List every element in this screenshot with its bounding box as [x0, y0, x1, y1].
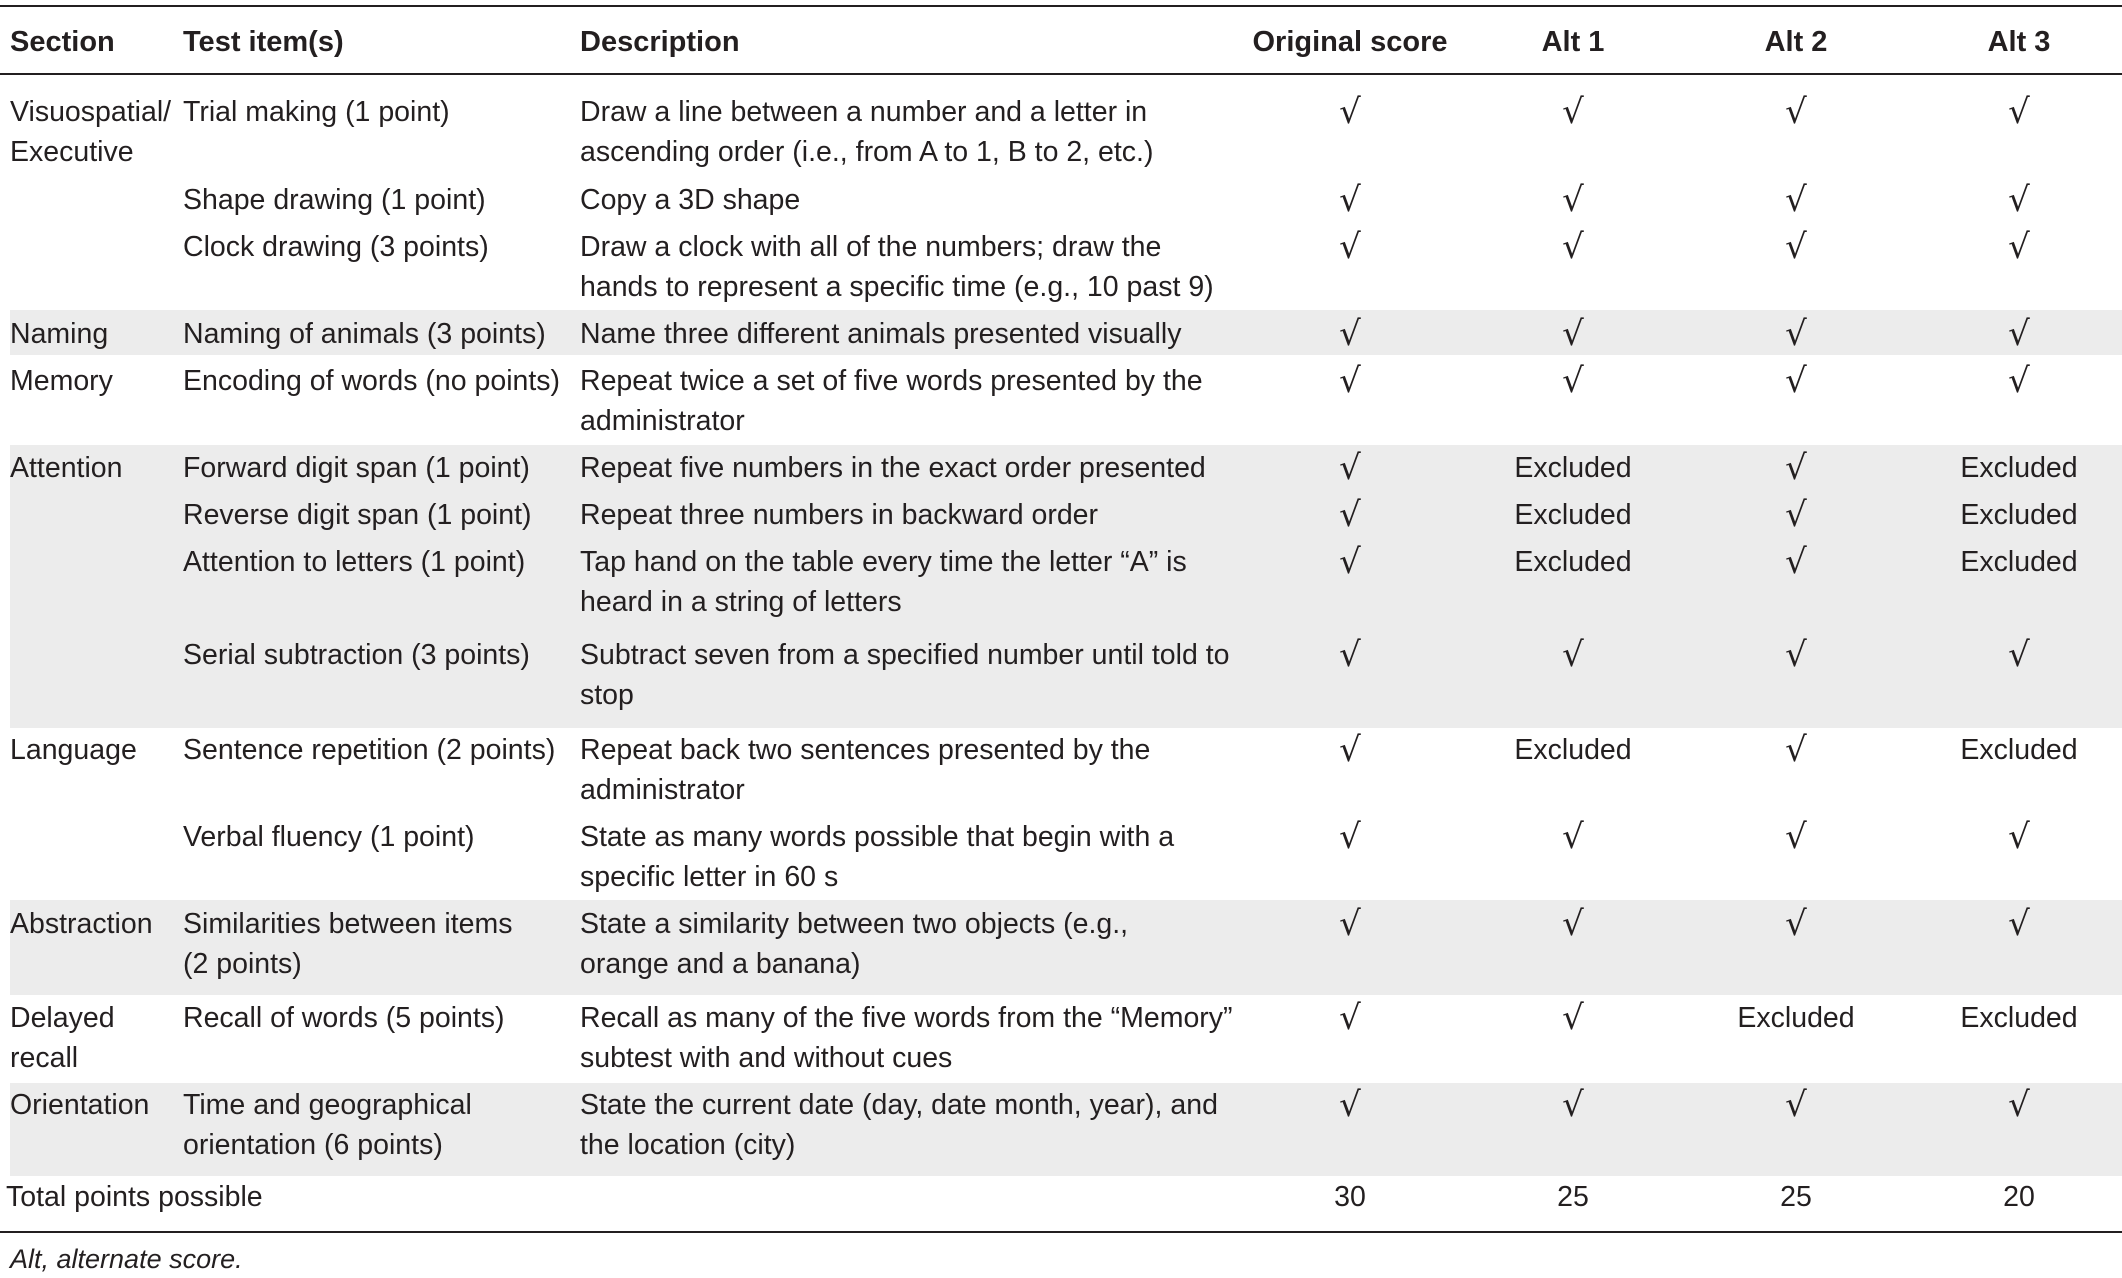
description-cell: State the current date (day, date month, year), and	[580, 1089, 1218, 1121]
checkmark-icon: √	[1562, 361, 1584, 401]
description-cell: Draw a clock with all of the numbers; draw the	[580, 231, 1162, 263]
test-item-cell: Similarities between items	[183, 908, 513, 940]
header-rule	[0, 73, 2122, 75]
test-item-cell: Verbal fluency (1 point)	[183, 821, 475, 853]
excluded-label: Excluded	[1960, 734, 2078, 766]
checkmark-icon: √	[1785, 635, 1807, 675]
description-cell: hands to represent a specific time (e.g., 10 past 9)	[580, 271, 1214, 303]
description-cell: Copy a 3D shape	[580, 184, 801, 216]
section-cell: Memory	[10, 365, 113, 397]
description-cell: ascending order (i.e., from A to 1, B to 2, etc.)	[580, 136, 1154, 168]
checkmark-icon: √	[1339, 730, 1361, 770]
checkmark-icon: √	[2008, 180, 2030, 220]
description-cell: Repeat three numbers in backward order	[580, 499, 1099, 531]
test-item-cell: Forward digit span (1 point)	[183, 452, 530, 484]
checkmark-icon: √	[2008, 817, 2030, 857]
section-cell: Orientation	[10, 1089, 150, 1121]
description-cell: Name three different animals presented visually	[580, 318, 1182, 350]
checkmark-icon: √	[1785, 227, 1807, 267]
checkmark-icon: √	[1785, 92, 1807, 132]
header-description: Description	[580, 26, 740, 58]
total-original: 30	[1334, 1181, 1366, 1213]
description-cell: Repeat twice a set of five words presented by the	[580, 365, 1203, 397]
description-cell: orange and a banana)	[580, 948, 861, 980]
checkmark-icon: √	[1339, 904, 1361, 944]
checkmark-icon: √	[1785, 361, 1807, 401]
checkmark-icon: √	[1562, 904, 1584, 944]
test-item-cell: Attention to letters (1 point)	[183, 546, 526, 578]
checkmark-icon: √	[1339, 180, 1361, 220]
test-item-cell: Clock drawing (3 points)	[183, 231, 489, 263]
checkmark-icon: √	[1785, 904, 1807, 944]
checkmark-icon: √	[1785, 180, 1807, 220]
checkmark-icon: √	[1339, 495, 1361, 535]
test-item-cell: Shape drawing (1 point)	[183, 184, 486, 216]
test-item-cell: (2 points)	[183, 948, 302, 980]
excluded-label: Excluded	[1514, 546, 1632, 578]
checkmark-icon: √	[1562, 817, 1584, 857]
description-cell: Repeat back two sentences presented by the	[580, 734, 1151, 766]
section-cell: Attention	[10, 452, 123, 484]
checkmark-icon: √	[2008, 361, 2030, 401]
header-alt-1: Alt 1	[1541, 26, 1605, 58]
section-cell: Executive	[10, 136, 134, 168]
checkmark-icon: √	[1562, 180, 1584, 220]
excluded-label: Excluded	[1960, 452, 2078, 484]
checkmark-icon: √	[1339, 817, 1361, 857]
section-cell: Language	[10, 734, 137, 766]
header-section: Section	[10, 26, 115, 58]
checkmark-icon: √	[2008, 227, 2030, 267]
test-item-cell: Reverse digit span (1 point)	[183, 499, 532, 531]
total-alt-3: 20	[2003, 1181, 2035, 1213]
table-footnote: Alt, alternate score.	[10, 1244, 243, 1274]
checkmark-icon: √	[1785, 314, 1807, 354]
test-item-cell: Sentence repetition (2 points)	[183, 734, 556, 766]
description-cell: heard in a string of letters	[580, 586, 902, 618]
excluded-label: Excluded	[1960, 499, 2078, 531]
checkmark-icon: √	[1785, 1085, 1807, 1125]
checkmark-icon: √	[1339, 448, 1361, 488]
description-cell: Tap hand on the table every time the letter “A” is	[580, 546, 1187, 578]
checkmark-icon: √	[1785, 495, 1807, 535]
checkmark-icon: √	[2008, 1085, 2030, 1125]
checkmark-icon: √	[1562, 227, 1584, 267]
checkmark-icon: √	[1562, 1085, 1584, 1125]
description-cell: Repeat five numbers in the exact order presented	[580, 452, 1206, 484]
description-cell: State a similarity between two objects (e.g.,	[580, 908, 1129, 940]
test-item-cell: Serial subtraction (3 points)	[183, 639, 530, 671]
excluded-label: Excluded	[1514, 499, 1632, 531]
test-item-cell: Encoding of words (no points)	[183, 365, 561, 397]
description-cell: administrator	[580, 774, 745, 806]
checkmark-icon: √	[1339, 314, 1361, 354]
checkmark-icon: √	[1339, 542, 1361, 582]
checkmark-icon: √	[1785, 817, 1807, 857]
checkmark-icon: √	[1339, 1085, 1361, 1125]
test-item-cell: Recall of words (5 points)	[183, 1002, 505, 1034]
header-original-score: Original score	[1252, 26, 1448, 58]
section-cell: Delayed	[10, 1002, 115, 1034]
top-rule	[0, 5, 2122, 7]
footer-rule	[0, 1231, 2122, 1233]
header-alt-2: Alt 2	[1764, 26, 1828, 58]
test-item-cell: Time and geographical	[183, 1089, 472, 1121]
header-alt-3: Alt 3	[1987, 26, 2051, 58]
section-cell: Naming	[10, 318, 109, 350]
checkmark-icon: √	[1339, 92, 1361, 132]
checkmark-icon: √	[1339, 361, 1361, 401]
checkmark-icon: √	[1562, 92, 1584, 132]
description-cell: Subtract seven from a specified number until told to	[580, 639, 1230, 671]
excluded-label: Excluded	[1737, 1002, 1855, 1034]
test-item-cell: Naming of animals (3 points)	[183, 318, 546, 350]
description-cell: stop	[580, 679, 634, 711]
checkmark-icon: √	[1562, 635, 1584, 675]
excluded-label: Excluded	[1514, 734, 1632, 766]
description-cell: administrator	[580, 405, 745, 437]
excluded-label: Excluded	[1960, 546, 2078, 578]
section-cell: Abstraction	[10, 908, 153, 940]
checkmark-icon: √	[1785, 448, 1807, 488]
total-label: Total points possible	[6, 1181, 263, 1213]
checkmark-icon: √	[1339, 998, 1361, 1038]
test-item-cell: Trial making (1 point)	[183, 96, 450, 128]
checkmark-icon: √	[1562, 314, 1584, 354]
test-item-cell: orientation (6 points)	[183, 1129, 443, 1161]
description-cell: subtest with and without cues	[580, 1042, 953, 1074]
checkmark-icon: √	[2008, 92, 2030, 132]
description-cell: Recall as many of the five words from the “Memory”	[580, 1002, 1233, 1034]
checkmark-icon: √	[1785, 542, 1807, 582]
checkmark-icon: √	[2008, 635, 2030, 675]
section-cell: recall	[10, 1042, 79, 1074]
total-alt-2: 25	[1780, 1181, 1812, 1213]
description-cell: Draw a line between a number and a letter in	[580, 96, 1148, 128]
description-cell: specific letter in 60 s	[580, 861, 839, 893]
header-test-items: Test item(s)	[183, 26, 344, 58]
checkmark-icon: √	[2008, 314, 2030, 354]
section-cell: Visuospatial/	[10, 96, 172, 128]
checkmark-icon: √	[1339, 227, 1361, 267]
description-cell: State as many words possible that begin with a	[580, 821, 1175, 853]
checkmark-icon: √	[1339, 635, 1361, 675]
excluded-label: Excluded	[1960, 1002, 2078, 1034]
total-alt-1: 25	[1557, 1181, 1589, 1213]
description-cell: the location (city)	[580, 1129, 796, 1161]
checkmark-icon: √	[1785, 730, 1807, 770]
checkmark-icon: √	[2008, 904, 2030, 944]
checkmark-icon: √	[1562, 998, 1584, 1038]
excluded-label: Excluded	[1514, 452, 1632, 484]
